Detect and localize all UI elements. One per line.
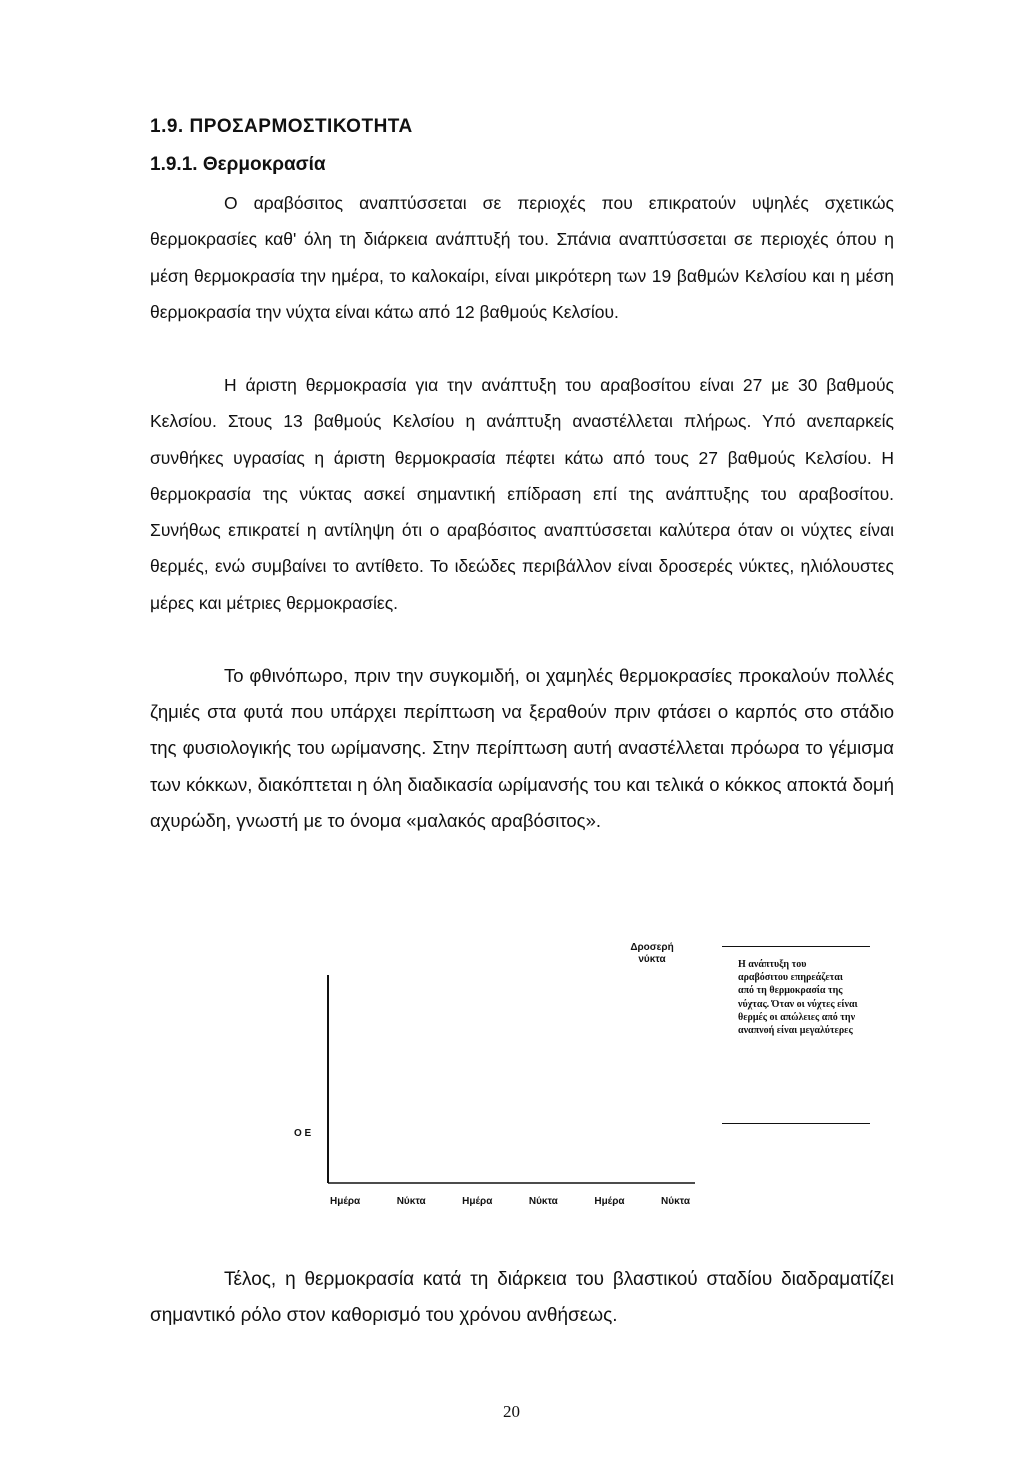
paragraph-1: Ο αραβόσιτος αναπτύσσεται σε περιοχές που επικρατούν υψηλές σχετικώς θερμοκρασίες καθ' όλη τη διάρκεια ανάπτυξή του. Σπάνια αναπτύσσεται σε περιοχές όπου η μέση θερμοκρασία την ημέρα, το καλοκαίρι, είναι μικρότερη των 19 βαθμών Κελσίου και η μέση θερμοκρασία την νύχτα είναι κάτω από 12 βαθμούς Κελσίου.: [150, 193, 894, 322]
paragraph-3: Το φθινόπωρο, πριν την συγκομιδή, οι χαμηλές θερμοκρασίες προκαλούν πολλές ζημιές στα φυτά που υπάρχει περίπτωση να ξεραθούν πριν φτάσει ο καρπός στο στάδιο της φυσιολογικής του ωρίμανσης. Στην περίπτωση αυτή αναστέλλεται πρόωρα το γέμισμα των κόκκων, διακόπτεται η όλη διαδικασία ωρίμανσής του και τελικά ο κόκκος αποκτά δομή αχυρώδη, γνωστή με το όνομα «μαλακός αραβόσιτος».: [150, 665, 894, 831]
x-label-night-2: Νύκτα: [528, 1196, 558, 1207]
x-label-day-2: Ημέρα: [462, 1196, 493, 1207]
paragraph-4: Τέλος, η θερμοκρασία κατά τη διάρκεια του βλαστικού σταδίου διαδραματίζει σημαντικό ρόλο στον καθορισμό του χρόνου ανθήσεως.: [150, 1269, 894, 1326]
x-label-day-3: Ημέρα: [594, 1196, 625, 1207]
section-heading: 1.9. ΠΡΟΣΑΡΜΟΣΤΙΚΟΤΗΤΑ: [150, 116, 413, 137]
x-label-day-1: Ημέρα: [330, 1196, 361, 1207]
paragraph-2: Η άριστη θερμοκρασία για την ανάπτυξη του αραβοσίτου είναι 27 με 30 βαθμούς Κελσίου. Στους 13 βαθμούς Κελσίου η ανάπτυξη αναστέλλεται πλήρως. Υπό ανεπαρκείς συνθήκες υγρασίας η άριστη θερμοκρασία πέφτει κάτω από τους 27 βαθμούς Κελσίου. Η θερμοκρασία της νύκτας ασκεί σημαντική επίδραση επί της ανάπτυξης του αραβοσίτου. Συνήθως επικρατεί η αντίληψη ότι ο αραβόσιτος αναπτύσσεται καλύτερα όταν οι νύχτες είναι θερμές, ενώ συμβαίνει το αντίθετο. Το ιδεώδες περιβάλλον είναι δροσερές νύκτες, ηλιόλουστες μέρες και μέτριες θερμοκρασίες.: [150, 375, 894, 613]
cold-night-label: Δροσερή νύκτα: [630, 942, 674, 965]
x-axis-labels: [330, 1196, 690, 1207]
figure-note: Η ανάπτυξη του αραβόσιτου επηρεάζεται από τη θερμοκρασία της νύχτας. Όταν οι νύχτες είναι θερμές οι απώλειες από την αναπνοή είναι μεγαλύτερες: [738, 959, 858, 1037]
page-number: 20: [503, 1402, 520, 1421]
x-label-night-3: Νύκτα: [661, 1196, 690, 1207]
subsection-heading: 1.9.1. Θερμοκρασία: [150, 154, 326, 175]
y-axis-label: Ο Ε: [294, 1128, 312, 1139]
x-label-night-1: Νύκτα: [396, 1196, 426, 1207]
temperature-figure: [290, 940, 890, 1220]
